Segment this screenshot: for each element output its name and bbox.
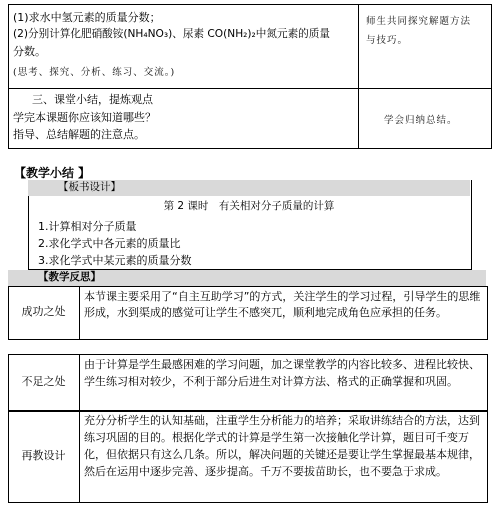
summary-guidance: 指导、总结解题的注意点。	[13, 128, 145, 141]
reflection-label: 【教学反思】	[8, 270, 486, 286]
section-three-heading: 三、课堂小结，提炼观点	[32, 93, 153, 106]
deficiency-divider	[79, 354, 80, 411]
board-item-3: 3.求化学式中某元素的质量分数	[38, 254, 192, 267]
board-design-label: 【板书设计】	[28, 180, 470, 196]
activity-line: (思考、探究、分析、练习、交流。)	[13, 67, 176, 78]
summary-question: 学完本课题你应该知道哪些？	[13, 111, 156, 124]
board-item-2: 2.求化学式中各元素的质量比	[38, 237, 181, 250]
task-line-1: (1)求水中氢元素的质量分数；	[13, 11, 161, 24]
deficiency-label: 不足之处	[21, 375, 66, 388]
top-table-row-divider	[8, 88, 491, 89]
summary-note: 学会归纳总结。	[384, 115, 458, 126]
success-text: 本节课主要采用了“自主互助学习”的方式，关注学生的学习过程，引导学生的思维形成，水到渠成的感觉可让学生不感突兀，顺利地完成角色应承担的任务。	[84, 290, 481, 319]
top-table-divider	[358, 4, 359, 148]
teacher-student-note: 师生共同探究解题方法与技巧。	[366, 16, 472, 46]
board-item-1: 1.计算相对分子质量	[38, 220, 137, 233]
lesson-title: 第 2 课时 有关相对分子质量的计算	[163, 200, 335, 212]
deficiency-text: 由于计算是学生最感困难的学习问题，加之课堂教学的内容比较多、进程比较快、学生练习相对较少，不利于部分后进生对计算方法、格式的正确掌握和巩固。	[84, 358, 480, 388]
task-line-2: (2)分别计算化肥硝酸铵(NH₄NO₃)、尿素 CO(NH₂)₂中氮元素的质量	[13, 28, 330, 40]
success-divider	[79, 286, 80, 339]
task-line-3: 分数。	[13, 45, 46, 58]
teaching-summary-title: 【教学小结 】	[14, 166, 91, 180]
redesign-label: 再教设计	[21, 449, 66, 462]
redesign-text: 充分分析学生的认知基础，注重学生分析能力的培养；采取讲练结合的方法，达到练习巩固的目的。根据化学式的计算是学生第一次接触化学计算，题目可千变万化，但依据只有这么几条。所以，解决问题的关键还是要让学生掌握最基本规律，然后在运用中逐步完善、逐步提高。千万不要拔苗助长，也不要急于求成。	[84, 414, 480, 478]
redesign-divider	[79, 410, 80, 502]
success-label: 成功之处	[21, 305, 66, 318]
